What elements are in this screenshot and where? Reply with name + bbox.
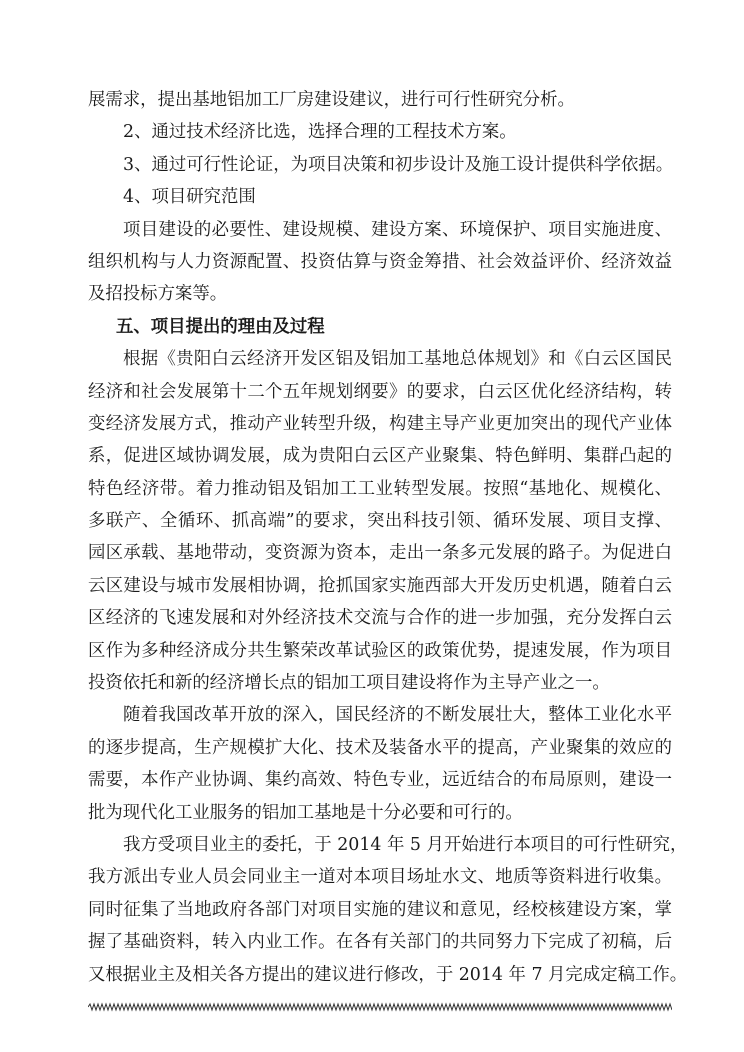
text-line: 特色经济带。着力推动铝及铝加工工业转型发展。按照“基地化、规模化、	[88, 478, 672, 499]
text-line: 需要，本作产业协调、集约高效、特色专业，远近结合的布局原则，建设一	[88, 770, 672, 791]
text-line: 投资依托和新的经济增长点的铝加工项目建设将作为主导产业之一。	[88, 673, 610, 694]
document-body	[88, 84, 688, 991]
text-line: 项目建设的必要性、建设规模、建设方案、环境保护、项目实施进度、	[123, 219, 672, 240]
text-line: 随着我国改革开放的深入，国民经济的不断发展壮大，整体工业化水平	[123, 705, 672, 726]
text-line: 及招投标方案等。	[88, 284, 228, 305]
text-line: 又根据业主及相关各方提出的建议进行修改，于 2014 年 7 月完成定稿工作。	[88, 964, 688, 985]
text-line: 园区承载、基地带动，变资源为资本，走出一条多元发展的路子。为促进白	[88, 543, 672, 564]
text-line: 2、通过技术经济比选，选择合理的工程技术方案。	[123, 122, 517, 143]
section-heading: 五、项目提出的理由及过程	[116, 316, 325, 337]
text-line: 区经济的飞速发展和对外经济技术交流与合作的进一步加强，充分发挥白云	[88, 608, 672, 629]
text-line: 云区建设与城市发展相协调，抢抓国家实施西部大开发历史机遇，随着白云	[88, 575, 672, 596]
text-line: 我方受项目业主的委托，于 2014 年 5 月开始进行本项目的可行性研究，	[123, 834, 688, 855]
text-line: 握了基础资料，转入内业工作。在各有关部门的共同努力下完成了初稿，后	[88, 932, 672, 953]
text-line: 3、通过可行性论证，为项目决策和初步设计及施工设计提供科学依据。	[123, 154, 674, 175]
text-line: 变经济发展方式，推动产业转型升级，构建主导产业更加突出的现代产业体	[88, 413, 672, 434]
text-line: 批为现代化工业服务的铝加工基地是十分必要和可行的。	[88, 802, 523, 823]
text-line: 系，促进区域协调发展，成为贵阳白云区产业聚集、特色鲜明、集群凸起的	[88, 446, 672, 467]
wavy-line	[88, 1004, 672, 1010]
text-line: 4、项目研究范围	[123, 187, 256, 208]
text-line: 的逐步提高，生产规模扩大化、技术及装备水平的提高，产业聚集的效应的	[88, 737, 672, 758]
text-line: 根据《贵阳白云经济开发区铝及铝加工基地总体规划》和《白云区国民	[123, 349, 672, 370]
text-line: 同时征集了当地政府各部门对项目实施的建议和意见，经校核建设方案，掌	[88, 899, 672, 920]
text-line: 我方派出专业人员会同业主一道对本项目场址水文、地质等资料进行收集。	[88, 867, 672, 888]
text-line: 经济和社会发展第十二个五年规划纲要》的要求，白云区优化经济结构，转	[88, 381, 672, 402]
text-line: 多联产、全循环、抓高端”的要求，突出科技引领、循环发展、项目支撑、	[88, 511, 672, 532]
text-line: 展需求，提出基地铝加工厂房建设建议，进行可行性研究分析。	[88, 90, 575, 110]
text-line: 组织机构与人力资源配置、投资估算与资金筹措、社会效益评价、经济效益	[88, 251, 672, 272]
text-line: 区作为多种经济成分共生繁荣改革试验区的政策优势，提速发展，作为项目	[88, 640, 672, 661]
footer-wavy-divider	[88, 1002, 672, 1012]
